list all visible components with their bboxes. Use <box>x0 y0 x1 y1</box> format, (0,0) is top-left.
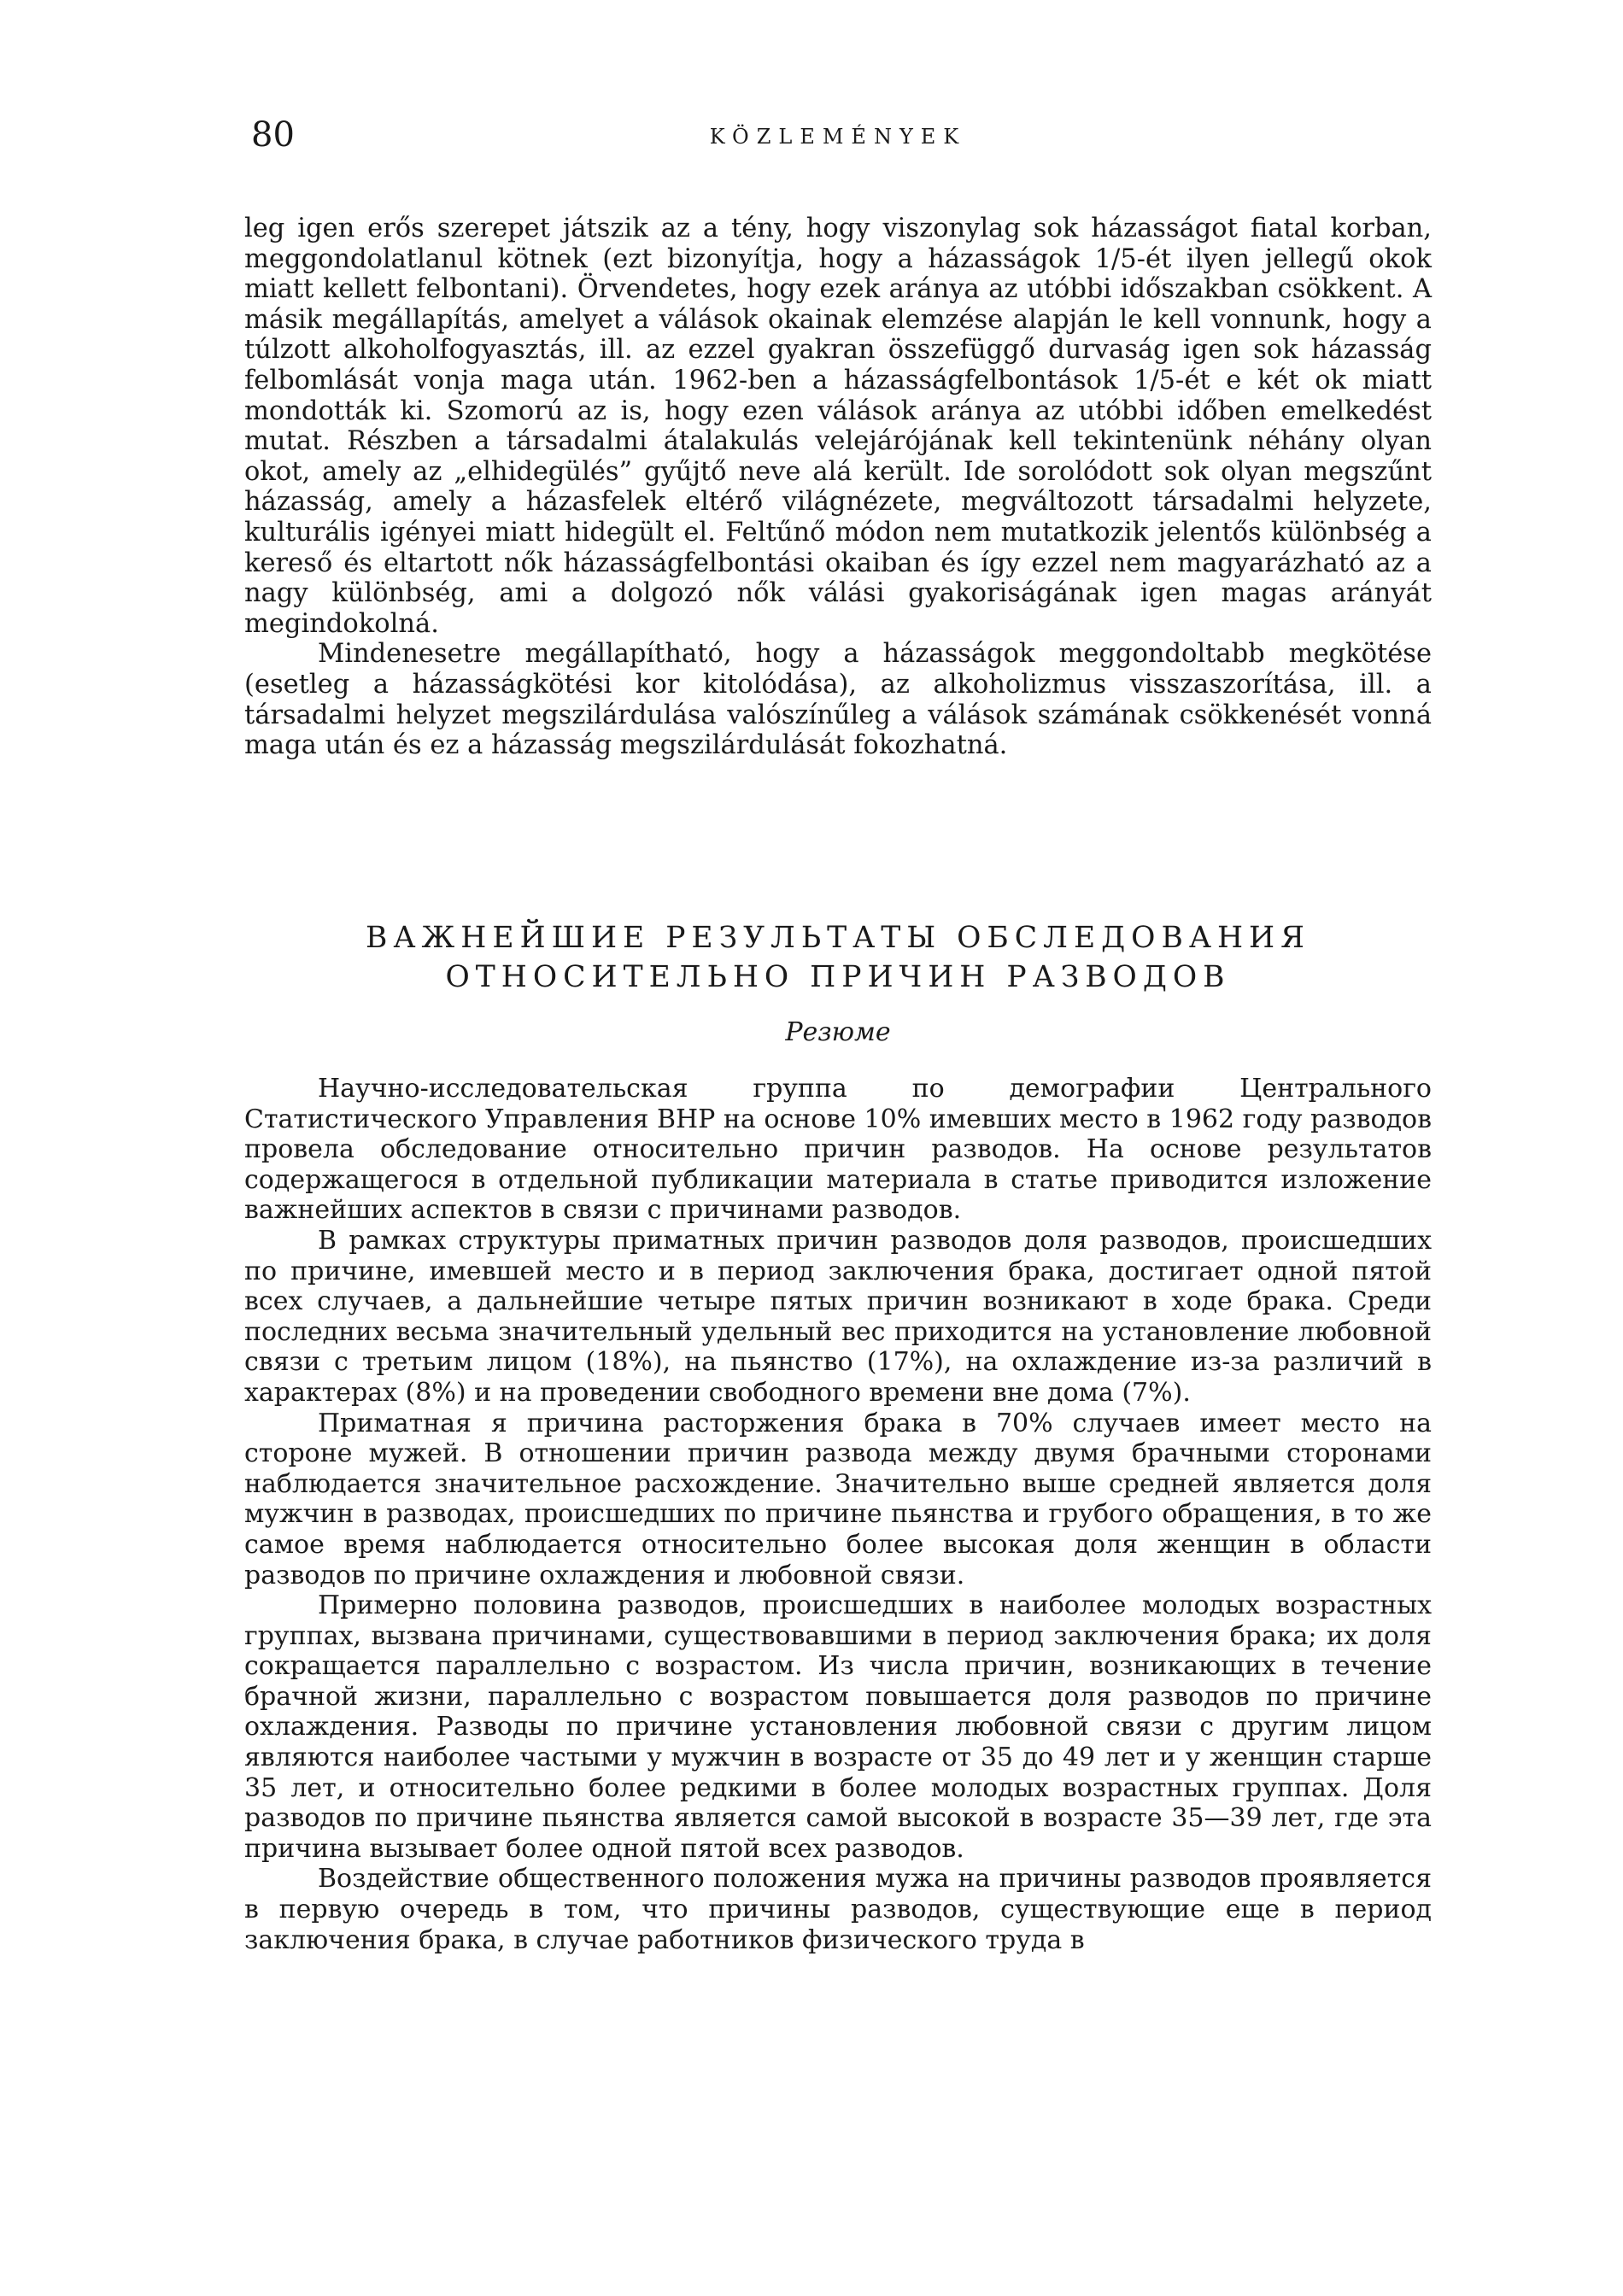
section-title <box>244 918 1432 997</box>
page-number: 80 <box>251 115 295 155</box>
section-subtitle: Резюме <box>785 1017 891 1047</box>
section-title-line: ВАЖНЕЙШИЕ РЕЗУЛЬТАТЫ ОБСЛЕДОВАНИЯ <box>366 921 1310 955</box>
russian-summary <box>244 918 1432 1955</box>
russian-paragraph: В рамках структуры приматных причин разводов доля разводов, происшедших по причине, имевшей место и в период заключения брака, достигает одной пятой всех случаев, а дальнейшие четыре пятых причин возникают в ходе брака. Среди последних весьма значительный удельный вес приходится на установление любовной связи с третьим лицом (18%), на пьянство (17%), на охлаждение из-за различий в характерах (8%) и на проведении свободного времени вне дома (7%). <box>244 1225 1432 1408</box>
section-title-line: ОТНОСИТЕЛЬНО ПРИЧИН РАЗВОДОВ <box>445 960 1231 994</box>
russian-paragraph: Научно-исследовательская группа по демографии Центрального Статистического Управления ВНР на основе 10% имевших место в 1962 году разводов провела обследование относительно причин разводов. На основе результатов содержащегося в отдельной публикации материала в статье приводится изложение важнейших аспектов в связи с причинами разводов. <box>244 1074 1432 1226</box>
hungarian-text <box>244 214 1432 761</box>
russian-paragraph: Примерно половина разводов, происшедших в наиболее молодых возрастных группах, вызвана причинами, существовавшими в период заключения брака; их доля сокращается параллельно с возрастом. Из числа причин, возникающих в течение брачной жизни, параллельно с возрастом повышается доля разводов по причине охлаждения. Разводы по причине установления любовной связи с другим лицом являются наиболее частыми у мужчин в возрасте от 35 до 49 лет и у женщин старше 35 лет, и относительно более редкими в более молодых возрастных группах. Доля разводов по причине пьянства является самой высокой в возрасте 35—39 лет, где эта причина вызывает более одной пятой всех разводов. <box>244 1590 1432 1864</box>
hungarian-paragraph: leg igen erős szerepet játszik az a tény, hogy viszonylag sok házasságot fiatal korban, meggondolatlanul kötnek (ezt bizonyítja, hogy a házasságok 1/5-ét ilyen jellegű okok miatt kellett felbontani). Örvendetes, hogy ezek aránya az utóbbi időszakban csökkent. A másik megállapítás, amelyet a válások okainak elemzése alapján le kell vonnunk, hogy a túlzott alkoholfogyasztás, ill. az ezzel gyakran összefüggő durvaság igen sok házasság felbomlását vonja maga után. 1962-ben a házasságfelbontások 1/5-ét e két ok miatt mondották ki. Szomorú az is, hogy ezen válások aránya az utóbbi időben emelkedést mutat. Részben a társadalmi átalakulás velejárójának kell tekintenünk néhány olyan okot, amely az „elhidegülés” gyűjtő neve alá került. Ide sorolódott sok olyan megszűnt házasság, amely a házasfelek eltérő világnézete, megváltozott társadalmi helyzete, kulturális igényei miatt hidegült el. Feltűnő módon nem mutatkozik jelentős különbség a kereső és eltartott nők házasságfelbontási okaiban és így ezzel nem magyarázható az a nagy különbség, ami a dolgozó nők válási gyakoriságának igen magas arányát megindokolná. <box>244 214 1432 639</box>
running-head <box>244 109 1432 161</box>
hungarian-paragraph: Mindenesetre megállapítható, hogy a házasságok meggondoltabb megkötése (esetleg a házasságkötési kor kitolódása), az alkoholizmus visszaszorítása, ill. a társadalmi helyzet megszilárdulása valószínűleg a válások számának csökkenését vonná maga után és ez a házasság megszilárdulását fokozhatná. <box>244 639 1432 761</box>
russian-text <box>244 1074 1432 1955</box>
journal-name: KÖZLEMÉNYEK <box>709 125 967 149</box>
russian-paragraph: Приматная я причина расторжения брака в 70% случаев имеет место на стороне мужей. В отношении причин развода между двумя брачными сторонами наблюдается значительное расхождение. Значительно выше средней является доля мужчин в разводах, происшедших по причине пьянства и грубого обращения, в то же самое время наблюдается относительно более высокая доля женщин в области разводов по причине охлаждения и любовной связи. <box>244 1408 1432 1590</box>
russian-paragraph: Воздействие общественного положения мужа на причины разводов проявляется в первую очередь в том, что причины разводов, существующие еще в период заключения брака, в случае работников физического труда в <box>244 1864 1432 1955</box>
